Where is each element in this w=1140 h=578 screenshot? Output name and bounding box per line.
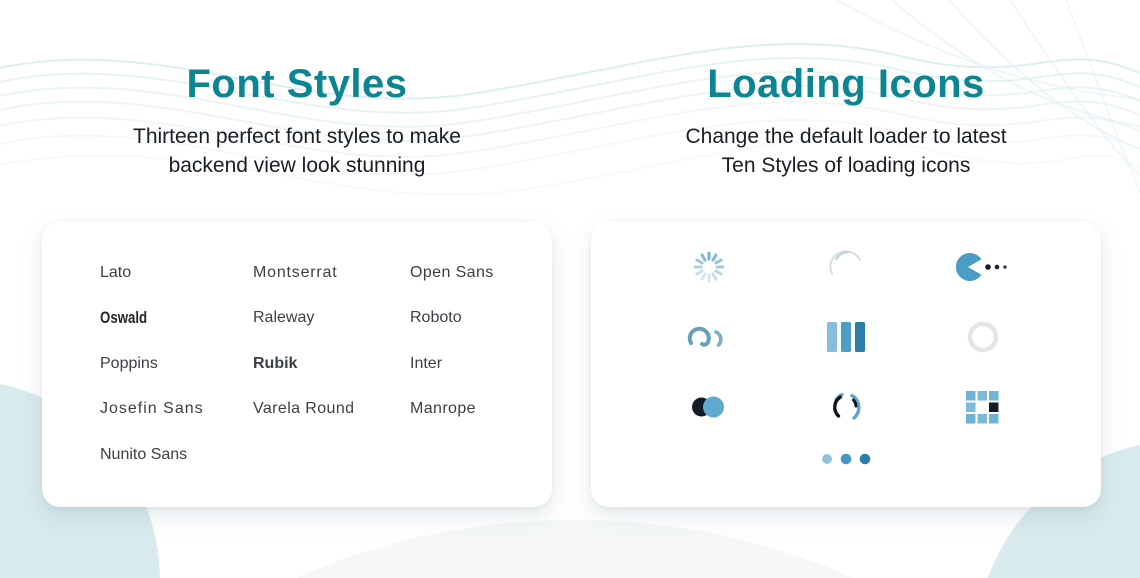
font-item-montserrat: Montserrat (253, 263, 338, 281)
font-item-inter: Inter (410, 354, 443, 372)
loading-icons-card (591, 222, 1101, 507)
arc-spinner-icon (778, 232, 915, 302)
font-item-oswald: Oswald (100, 308, 148, 328)
grid-squares-loader-icon (914, 372, 1051, 442)
loading-icons-subtitle: Change the default loader to latest Ten Styles of loading icons (685, 125, 1007, 177)
font-item-varela-round: Varela Round (253, 400, 355, 418)
font-item-lato: Lato (100, 263, 132, 281)
loading-icons-title: Loading Icons (707, 62, 985, 106)
font-item-josefin-sans: Josefin Sans (100, 400, 204, 418)
double-arc-spinner-icon (641, 302, 778, 372)
loading-icons-header (591, 60, 1101, 180)
three-dots-loader-icon (591, 452, 1101, 466)
font-item-poppins: Poppins (100, 354, 158, 372)
font-list (42, 222, 552, 478)
ring-loader-icon (914, 302, 1051, 372)
dash-ring-spinner-icon (641, 232, 778, 302)
pacman-loader-icon (914, 232, 1051, 302)
font-item-raleway: Raleway (253, 309, 315, 327)
loader-grid (591, 222, 1101, 442)
font-item-manrope: Manrope (410, 400, 476, 418)
font-item-rubik: Rubik (253, 354, 298, 372)
bars-loader-icon (778, 302, 915, 372)
broken-ring-spinner-icon (778, 372, 915, 442)
font-styles-card (42, 222, 552, 507)
font-item-roboto: Roboto (410, 309, 462, 327)
font-item-nunito-sans: Nunito Sans (100, 445, 188, 463)
font-styles-title: Font Styles (186, 62, 408, 106)
font-styles-header (42, 60, 552, 180)
dual-ball-loader-icon (641, 372, 778, 442)
font-item-open-sans: Open Sans (410, 263, 494, 281)
font-styles-subtitle: Thirteen perfect font styles to make backend view look stunning (133, 125, 461, 177)
